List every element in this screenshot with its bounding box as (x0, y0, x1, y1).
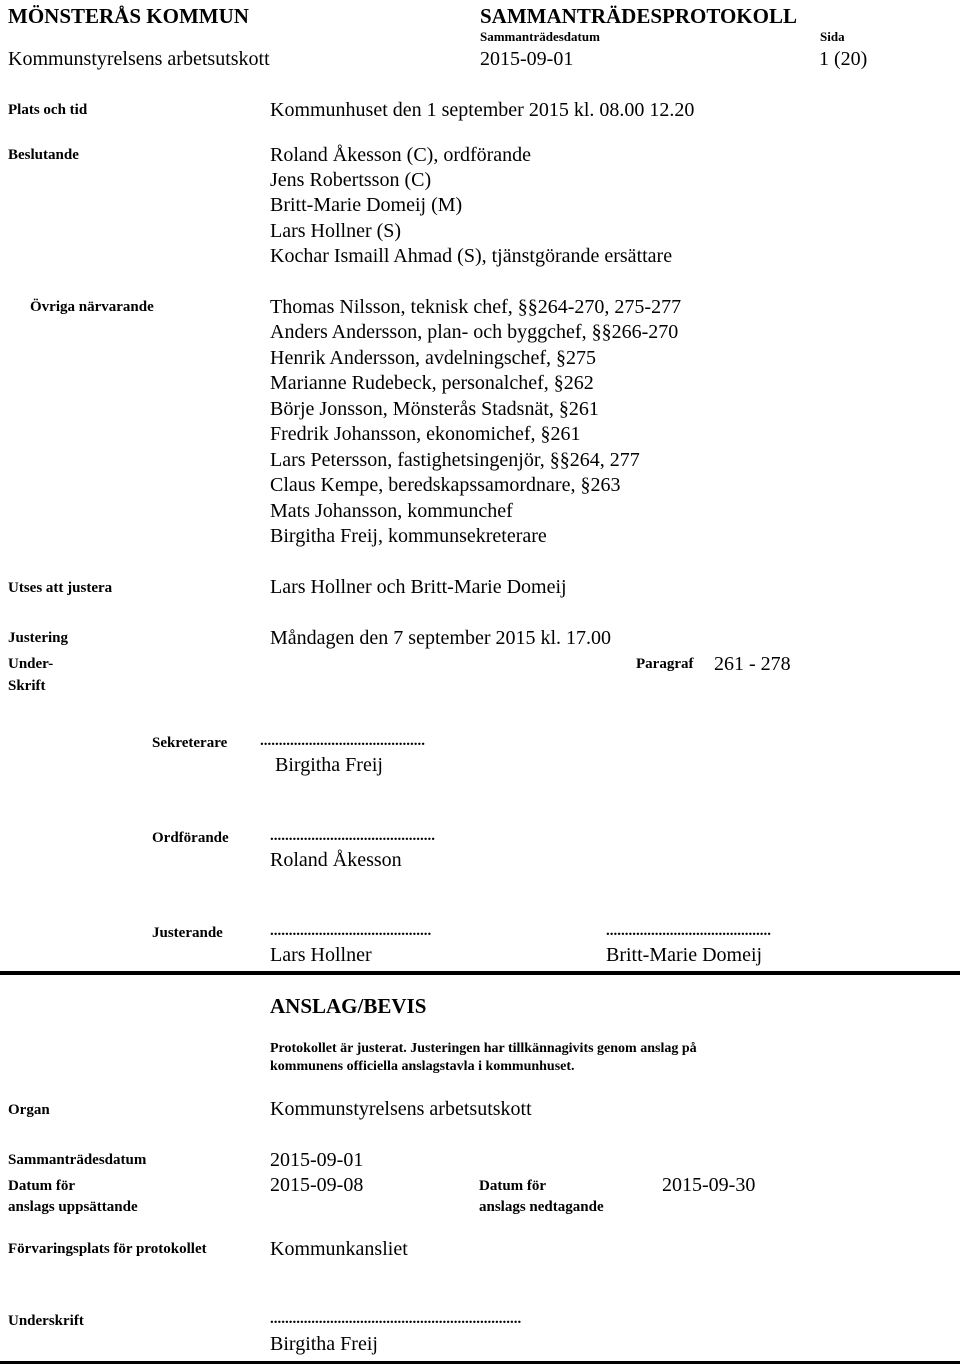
secretary-label: Sekreterare (152, 735, 228, 751)
adjuster1-signature-line: ........................................... (270, 923, 432, 939)
paragraph-value: 261 - 278 (714, 653, 791, 675)
signature-label-line2: Skrift (8, 678, 46, 694)
adjustment-value: Måndagen den 7 september 2015 kl. 17.00 (270, 627, 612, 649)
bottom-rule (0, 1361, 960, 1364)
storage-value: Kommunkansliet (270, 1238, 408, 1260)
notice-text-line1: Protokollet är justerat. Justeringen har tillkännagivits genom anslag på (270, 1041, 697, 1056)
place-value: Kommunhuset den 1 september 2015 kl. 08.00 12.20 (270, 99, 695, 121)
deciding-member: Britt-Marie Domeij (M) (270, 194, 463, 216)
adjuster1-name: Lars Hollner (270, 944, 372, 966)
notice-signature-name: Birgitha Freij (270, 1333, 378, 1355)
secretary-name: Birgitha Freij (275, 754, 383, 776)
page-number: 1 (20) (819, 48, 868, 70)
notice-text-line2: kommunens officiella anslagstavla i kommunhuset. (270, 1059, 575, 1074)
others-member: Anders Andersson, plan- och byggchef, §§266-270 (270, 321, 679, 343)
others-member: Thomas Nilsson, teknisk chef, §§264-270, 275-277 (270, 296, 682, 318)
deciding-label: Beslutande (8, 147, 79, 163)
posted-label-line1: Datum för (8, 1178, 76, 1194)
deciding-member: Lars Hollner (S) (270, 220, 402, 242)
notice-meeting-date-value: 2015-09-01 (270, 1149, 364, 1171)
others-member: Mats Johansson, kommunchef (270, 500, 513, 522)
others-member: Börje Jonsson, Mönsterås Stadsnät, §261 (270, 398, 599, 420)
adjuster-label: Justerande (152, 925, 223, 941)
others-member: Lars Petersson, fastighetsingenjör, §§264, 277 (270, 449, 640, 471)
removed-label-line1: Datum för (479, 1178, 547, 1194)
removed-value: 2015-09-30 (662, 1174, 756, 1196)
others-member: Marianne Rudebeck, personalchef, §262 (270, 372, 594, 394)
meeting-date: 2015-09-01 (480, 48, 574, 70)
organ-name: Kommunstyrelsens arbetsutskott (8, 48, 270, 70)
others-label: Övriga närvarande (30, 299, 154, 315)
notice-title: ANSLAG/BEVIS (270, 994, 427, 1018)
others-member: Birgitha Freij, kommunsekreterare (270, 525, 547, 547)
paragraph-label: Paragraf (636, 656, 694, 672)
chair-signature-line: ............................................ (270, 828, 435, 844)
posted-value: 2015-09-08 (270, 1174, 364, 1196)
adjustment-label: Justering (8, 630, 68, 646)
document-type: SAMMANTRÄDESPROTOKOLL (480, 4, 797, 28)
others-member: Henrik Andersson, avdelningschef, §275 (270, 347, 597, 369)
notice-meeting-date-label: Sammanträdesdatum (8, 1152, 147, 1168)
chair-label: Ordförande (152, 830, 229, 846)
deciding-member: Jens Robertsson (C) (270, 169, 432, 191)
notice-organ-value: Kommunstyrelsens arbetsutskott (270, 1098, 532, 1120)
date-label: Sammanträdesdatum (480, 29, 600, 44)
storage-label: Förvaringsplats för protokollet (8, 1241, 207, 1257)
divider-rule (0, 971, 960, 975)
deciding-member: Roland Åkesson (C), ordförande (270, 144, 532, 166)
deciding-member: Kochar Ismaill Ahmad (S), tjänstgörande ersättare (270, 245, 673, 267)
chair-name: Roland Åkesson (270, 849, 402, 871)
adjusters-label: Utses att justera (8, 580, 113, 596)
removed-label-line2: anslags nedtagande (479, 1199, 604, 1215)
place-label: Plats och tid (8, 102, 88, 118)
notice-organ-label: Organ (8, 1102, 50, 1118)
municipality-name: MÖNSTERÅS KOMMUN (8, 4, 249, 28)
adjuster2-name: Britt-Marie Domeij (606, 944, 763, 966)
signature-label-line1: Under- (8, 656, 54, 672)
page-label: Sida (820, 29, 845, 44)
adjuster2-signature-line: ............................................ (606, 923, 771, 939)
adjusters-value: Lars Hollner och Britt-Marie Domeij (270, 576, 567, 598)
notice-signature-label: Underskrift (8, 1313, 84, 1329)
others-member: Claus Kempe, beredskapssamordnare, §263 (270, 474, 621, 496)
others-member: Fredrik Johansson, ekonomichef, §261 (270, 423, 581, 445)
posted-label-line2: anslags uppsättande (8, 1199, 138, 1215)
notice-signature-line: ................................................................... (270, 1311, 522, 1327)
secretary-signature-line: ............................................ (260, 733, 425, 749)
